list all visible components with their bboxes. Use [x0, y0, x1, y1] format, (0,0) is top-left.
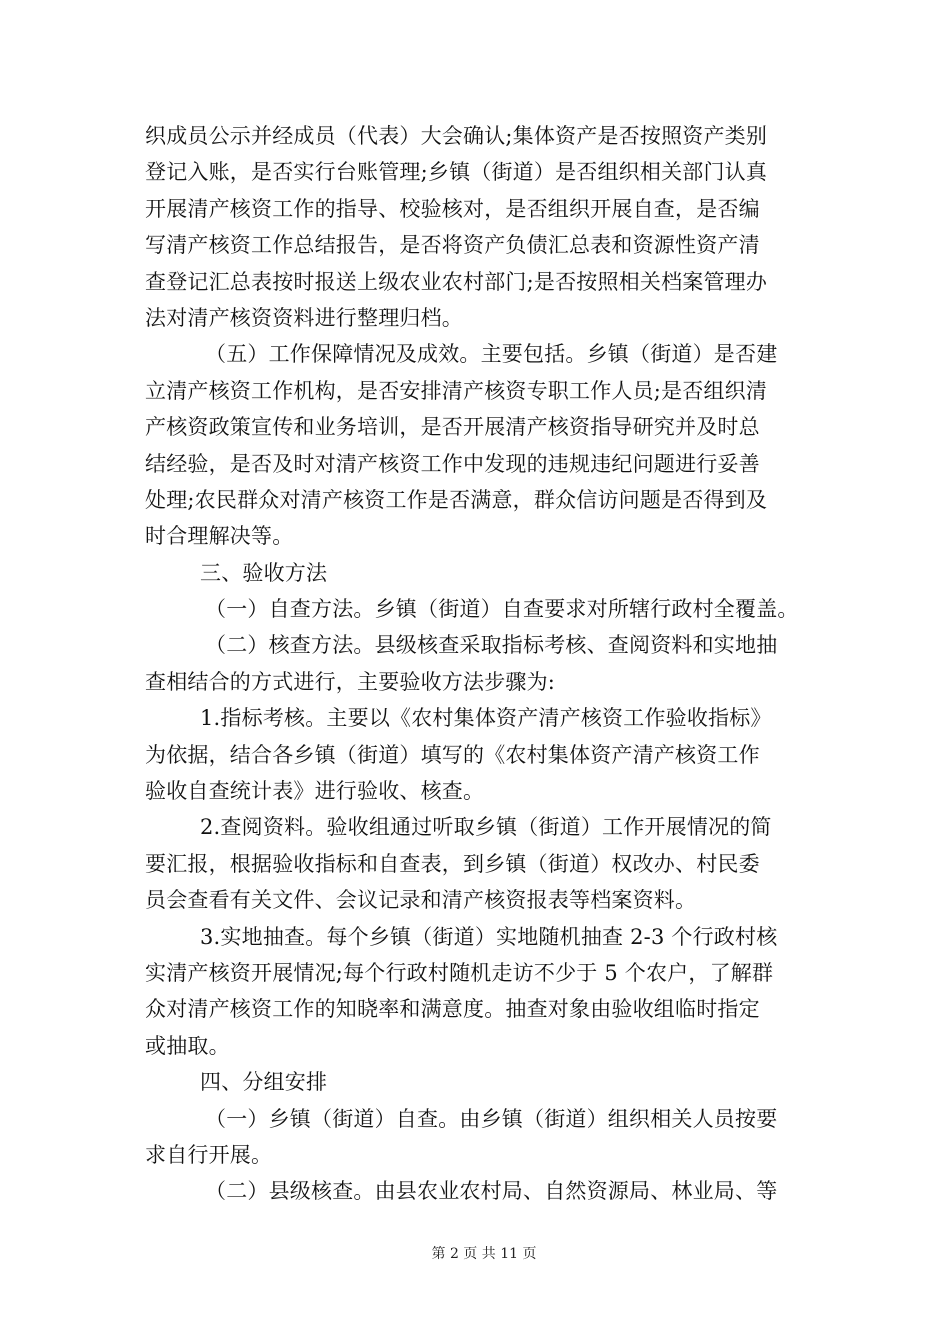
- section-heading: 四、分组安排: [200, 1070, 328, 1095]
- document-body: [145, 118, 815, 1210]
- text-line: 登记入账，是否实行台账管理;乡镇（街道）是否组织相关部门认真: [145, 160, 768, 185]
- text-line: 查登记汇总表按时报送上级农业农村部门;是否按照相关档案管理办: [145, 269, 768, 294]
- text-line: 结经验，是否及时对清产核资工作中发现的违规违纪问题进行妥善: [145, 451, 760, 476]
- paragraph-start-line: 2.查阅资料。验收组通过听取乡镇（街道）工作开展情况的简: [200, 815, 772, 840]
- text-line: 实清产核资开展情况;每个行政村随机走访不少于 5 个农户，了解群: [145, 960, 774, 985]
- paragraph-start-line: 3.实地抽查。每个乡镇（街道）实地随机抽查 2-3 个行政村核: [200, 924, 778, 949]
- text-line: 产核资政策宣传和业务培训，是否开展清产核资指导研究并及时总: [145, 415, 760, 440]
- text-line: 或抽取。: [145, 1033, 230, 1058]
- paragraph-start-line: （一）乡镇（街道）自查。由乡镇（街道）组织相关人员按要: [205, 1106, 778, 1131]
- text-line: 求自行开展。: [145, 1142, 273, 1167]
- text-line: 处理;农民群众对清产核资工作是否满意，群众信访问题是否得到及: [145, 487, 768, 512]
- text-line: 开展清产核资工作的指导、校验核对，是否组织开展自查，是否编: [145, 196, 760, 221]
- section-heading: 三、验收方法: [200, 560, 328, 585]
- text-line: 写清产核资工作总结报告，是否将资产负债汇总表和资源性资产清: [145, 233, 760, 258]
- text-line: 时合理解决等。: [145, 524, 294, 549]
- text-line: 要汇报，根据验收指标和自查表，到乡镇（街道）权改办、村民委: [145, 851, 760, 876]
- text-line: 员会查看有关文件、会议记录和清产核资报表等档案资料。: [145, 888, 697, 913]
- page-footer: [0, 1244, 950, 1264]
- text-line: 众对清产核资工作的知晓率和满意度。抽查对象由验收组临时指定: [145, 997, 760, 1022]
- text-line: 法对清产核资资料进行整理归档。: [145, 305, 463, 330]
- paragraph-start-line: （二）核查方法。县级核查采取指标考核、查阅资料和实地抽: [205, 633, 778, 658]
- paragraph-start-line: 1.指标考核。主要以《农村集体资产清产核资工作验收指标》: [200, 706, 772, 731]
- text-line: 织成员公示并经成员（代表）大会确认;集体资产是否按照资产类别: [145, 124, 768, 148]
- text-line: 查相结合的方式进行，主要验收方法步骤为:: [145, 669, 556, 694]
- text-line: 验收自查统计表》进行验收、核查。: [145, 779, 485, 804]
- page-number-label: 第 2 页 共 11 页: [431, 1246, 537, 1262]
- text-line: 为依据，结合各乡镇（街道）填写的《农村集体资产清产核资工作: [145, 742, 760, 767]
- paragraph-start-line: （五）工作保障情况及成效。主要包括。乡镇（街道）是否建: [205, 342, 778, 367]
- text-line: 立清产核资工作机构，是否安排清产核资专职工作人员;是否组织清: [145, 378, 768, 403]
- paragraph-start-line: （一）自查方法。乡镇（街道）自查要求对所辖行政村全覆盖。: [205, 597, 799, 622]
- paragraph-start-line: （二）县级核查。由县农业农村局、自然资源局、林业局、等: [205, 1179, 778, 1204]
